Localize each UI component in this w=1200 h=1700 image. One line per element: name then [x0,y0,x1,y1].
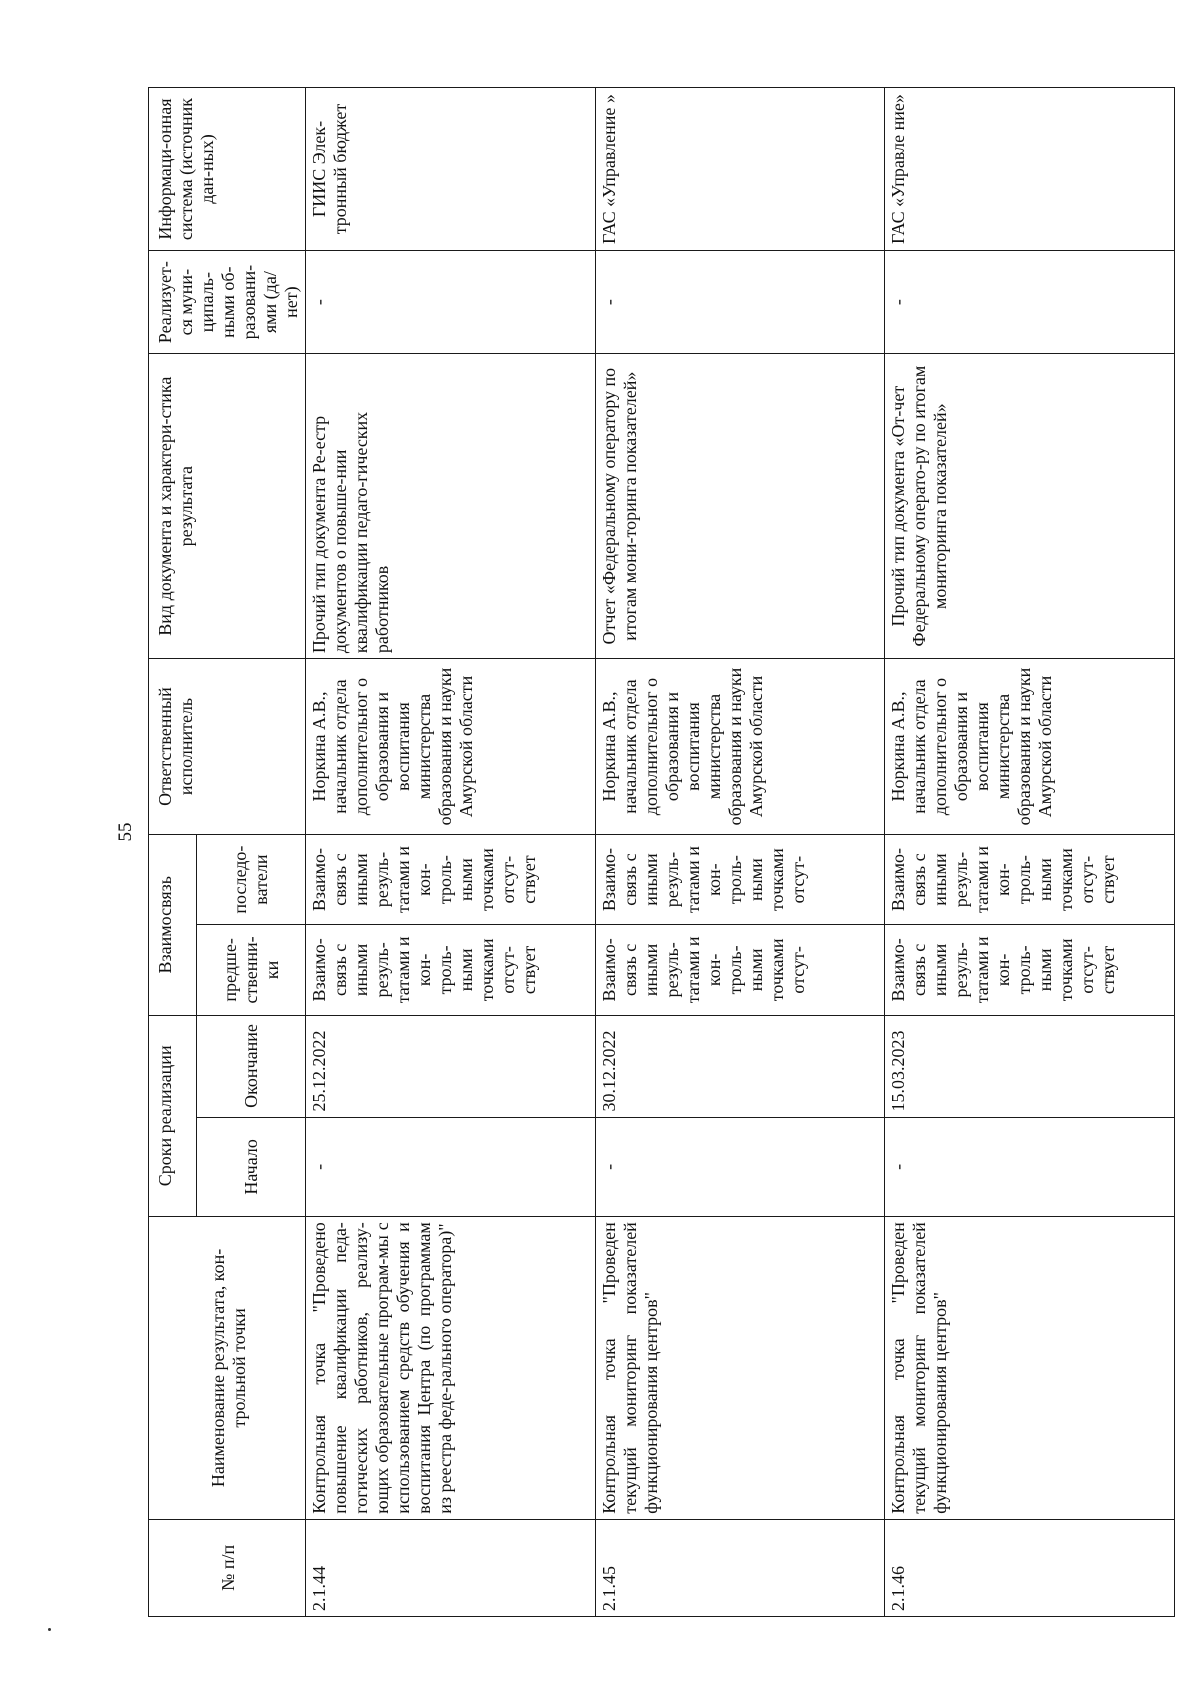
row-start: - [595,1117,885,1217]
row-predecessors: Взаимо-связь с иными резуль-татами и кон-троль-ными точками отсут-ствует [306,925,596,1015]
header-dates-group: Сроки реализации [149,1015,197,1217]
row-successors: Взаимо-связь с иными резуль-татами и кон-троль-ными точками отсут-ствует [306,834,596,924]
scan-dot [48,1628,51,1631]
header-end: Окончание [197,1015,306,1117]
row-municipal: - [595,251,885,354]
row-end: 25.12.2022 [306,1015,596,1117]
table-row [885,88,1175,1617]
rotated-table-container [148,87,1119,1617]
row-doc: Прочий тип документа «От-чет Федеральному операто-ру по итогам мониторинга показателей» [885,354,1175,659]
row-num: 2.1.44 [306,1519,596,1616]
control-points-table [148,87,1175,1617]
header-doc: Вид документа и характери-стика результата [149,354,306,659]
header-row-1 [149,88,197,1617]
row-num: 2.1.46 [885,1519,1175,1616]
row-end: 30.12.2022 [595,1015,885,1117]
row-doc: Отчет «Федеральному оператору по итогам мони-торинга показателей» [595,354,885,659]
table-row [306,88,596,1617]
table-row [595,88,885,1617]
row-start: - [306,1117,596,1217]
row-name: Контрольная точка "Проведено повышение квалификации педа-гогических работников, реализу-ющих образовательные програм-мы с использованием средств обучения и воспитания Центра (по программам из реестра феде-рального оператора)" [306,1217,596,1520]
row-successors: Взаимо-связь с иными резуль-татами и кон-троль-ными точками отсут-ствует [885,834,1175,924]
row-predecessors: Взаимо-связь с иными резуль-татами и кон-троль-ными точками отсут-ствует [885,925,1175,1015]
header-links-group: Взаимосвязь [149,834,197,1015]
header-successors: последо-ватели [197,834,306,924]
header-system: Информаци-онная система (источник дан-ных) [149,88,306,251]
header-name: Наименование результата, кон-трольной точки [149,1217,306,1520]
row-doc: Прочий тип документа Ре-естр документов о повыше-нии квалификации педаго-гических работников [306,354,596,659]
row-start: - [885,1117,1175,1217]
header-predecessors: предше-ственни-ки [197,925,306,1015]
row-end: 15.03.2023 [885,1015,1175,1117]
row-responsible: Норкина А.В., начальник отдела дополнительног о образования и воспитания министерства образования и науки Амурской области [595,659,885,835]
row-responsible: Норкина А.В., начальник отдела дополнительног о образования и воспитания министерства образования и науки Амурской области [306,659,596,835]
row-name: Контрольная точка "Проведен текущий мониторинг показателей функционирования центров" [885,1217,1175,1520]
row-predecessors: Взаимо-связь с иными резуль-татами и кон-троль-ными точками отсут- [595,925,885,1015]
row-municipal: - [885,251,1175,354]
header-municipal: Реализует-ся муни-ципаль-ными об-разовани-ями (да/нет) [149,251,306,354]
row-name: Контрольная точка "Проведен текущий мониторинг показателей функционирования центров" [595,1217,885,1520]
header-num: № п/п [149,1519,306,1616]
header-start: Начало [197,1117,306,1217]
row-system: ГАС «Управление » [595,88,885,251]
row-system: ГАС «Управле ние» [885,88,1175,251]
page-number: 55 [115,822,136,842]
row-num: 2.1.45 [595,1519,885,1616]
row-responsible: Норкина А.В., начальник отдела дополнительног о образования и воспитания министерства образования и науки Амурской области [885,659,1175,835]
header-responsible: Ответственный исполнитель [149,659,306,835]
row-system: ГИИС Элек-тронный бюджет [306,88,596,251]
row-municipal: - [306,251,596,354]
row-successors: Взаимо-связь с иными резуль-татами и кон-троль-ными точками отсут- [595,834,885,924]
